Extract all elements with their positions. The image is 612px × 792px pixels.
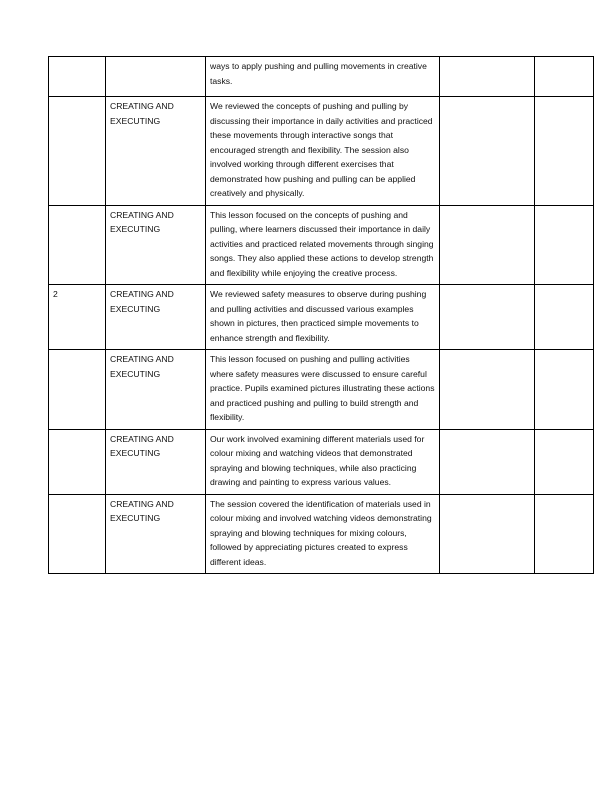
table-row <box>49 350 594 430</box>
week-cell <box>49 494 106 574</box>
remark-cell: We reviewed the concepts of pushing and pulling by discussing their importance in daily activities and practiced these movements through interactive songs that encouraged strength and flexibility. The session also involved working through different exercises that demonstrated how pushing and pulling can be applied creatively and physically. <box>206 97 440 206</box>
table-row <box>49 429 594 494</box>
table-row <box>49 494 594 574</box>
empty-cell <box>440 97 535 206</box>
remark-cell: The session covered the identification of materials used in colour mixing and involved watching videos demonstrating spraying and blowing techniques for mixing colours, followed by appreciating pictures created to express different ideas. <box>206 494 440 574</box>
empty-cell <box>535 97 594 206</box>
week-cell <box>49 57 106 97</box>
strand-cell: CREATING AND EXECUTING <box>106 97 206 206</box>
strand-cell: CREATING AND EXECUTING <box>106 494 206 574</box>
empty-cell <box>535 494 594 574</box>
strand-cell: CREATING AND EXECUTING <box>106 429 206 494</box>
empty-cell <box>440 494 535 574</box>
remark-cell: We reviewed safety measures to observe during pushing and pulling activities and discussed various examples shown in pictures, then practiced simple movements to enhance strength and flexibility. <box>206 285 440 350</box>
strand-cell: CREATING AND EXECUTING <box>106 205 206 285</box>
remark-cell: This lesson focused on the concepts of pushing and pulling, where learners discussed their importance in daily activities and practiced related movements through singing songs. They also applied these actions to develop strength and flexibility while enjoying the creative process. <box>206 205 440 285</box>
table-row <box>49 285 594 350</box>
week-cell <box>49 205 106 285</box>
table-row <box>49 97 594 206</box>
empty-cell <box>535 205 594 285</box>
strand-cell: CREATING AND EXECUTING <box>106 285 206 350</box>
remark-cell: This lesson focused on pushing and pulling activities where safety measures were discussed to ensure careful practice. Pupils examined pictures illustrating these actions and practiced pushing and pulling to build strength and flexibility. <box>206 350 440 430</box>
empty-cell <box>535 350 594 430</box>
strand-cell: CREATING AND EXECUTING <box>106 350 206 430</box>
empty-cell <box>440 429 535 494</box>
remark-cell: ways to apply pushing and pulling movements in creative tasks. <box>206 57 440 97</box>
week-cell: 2 <box>49 285 106 350</box>
empty-cell <box>440 205 535 285</box>
empty-cell <box>440 285 535 350</box>
table-row <box>49 57 594 97</box>
remark-cell: Our work involved examining different materials used for colour mixing and watching videos that demonstrated spraying and blowing techniques, while also practicing drawing and painting to express various values. <box>206 429 440 494</box>
strand-cell <box>106 57 206 97</box>
lesson-notes-table <box>48 56 594 574</box>
empty-cell <box>535 429 594 494</box>
week-cell <box>49 429 106 494</box>
empty-cell <box>535 57 594 97</box>
empty-cell <box>535 285 594 350</box>
table-row <box>49 205 594 285</box>
week-cell <box>49 97 106 206</box>
week-cell <box>49 350 106 430</box>
empty-cell <box>440 57 535 97</box>
empty-cell <box>440 350 535 430</box>
